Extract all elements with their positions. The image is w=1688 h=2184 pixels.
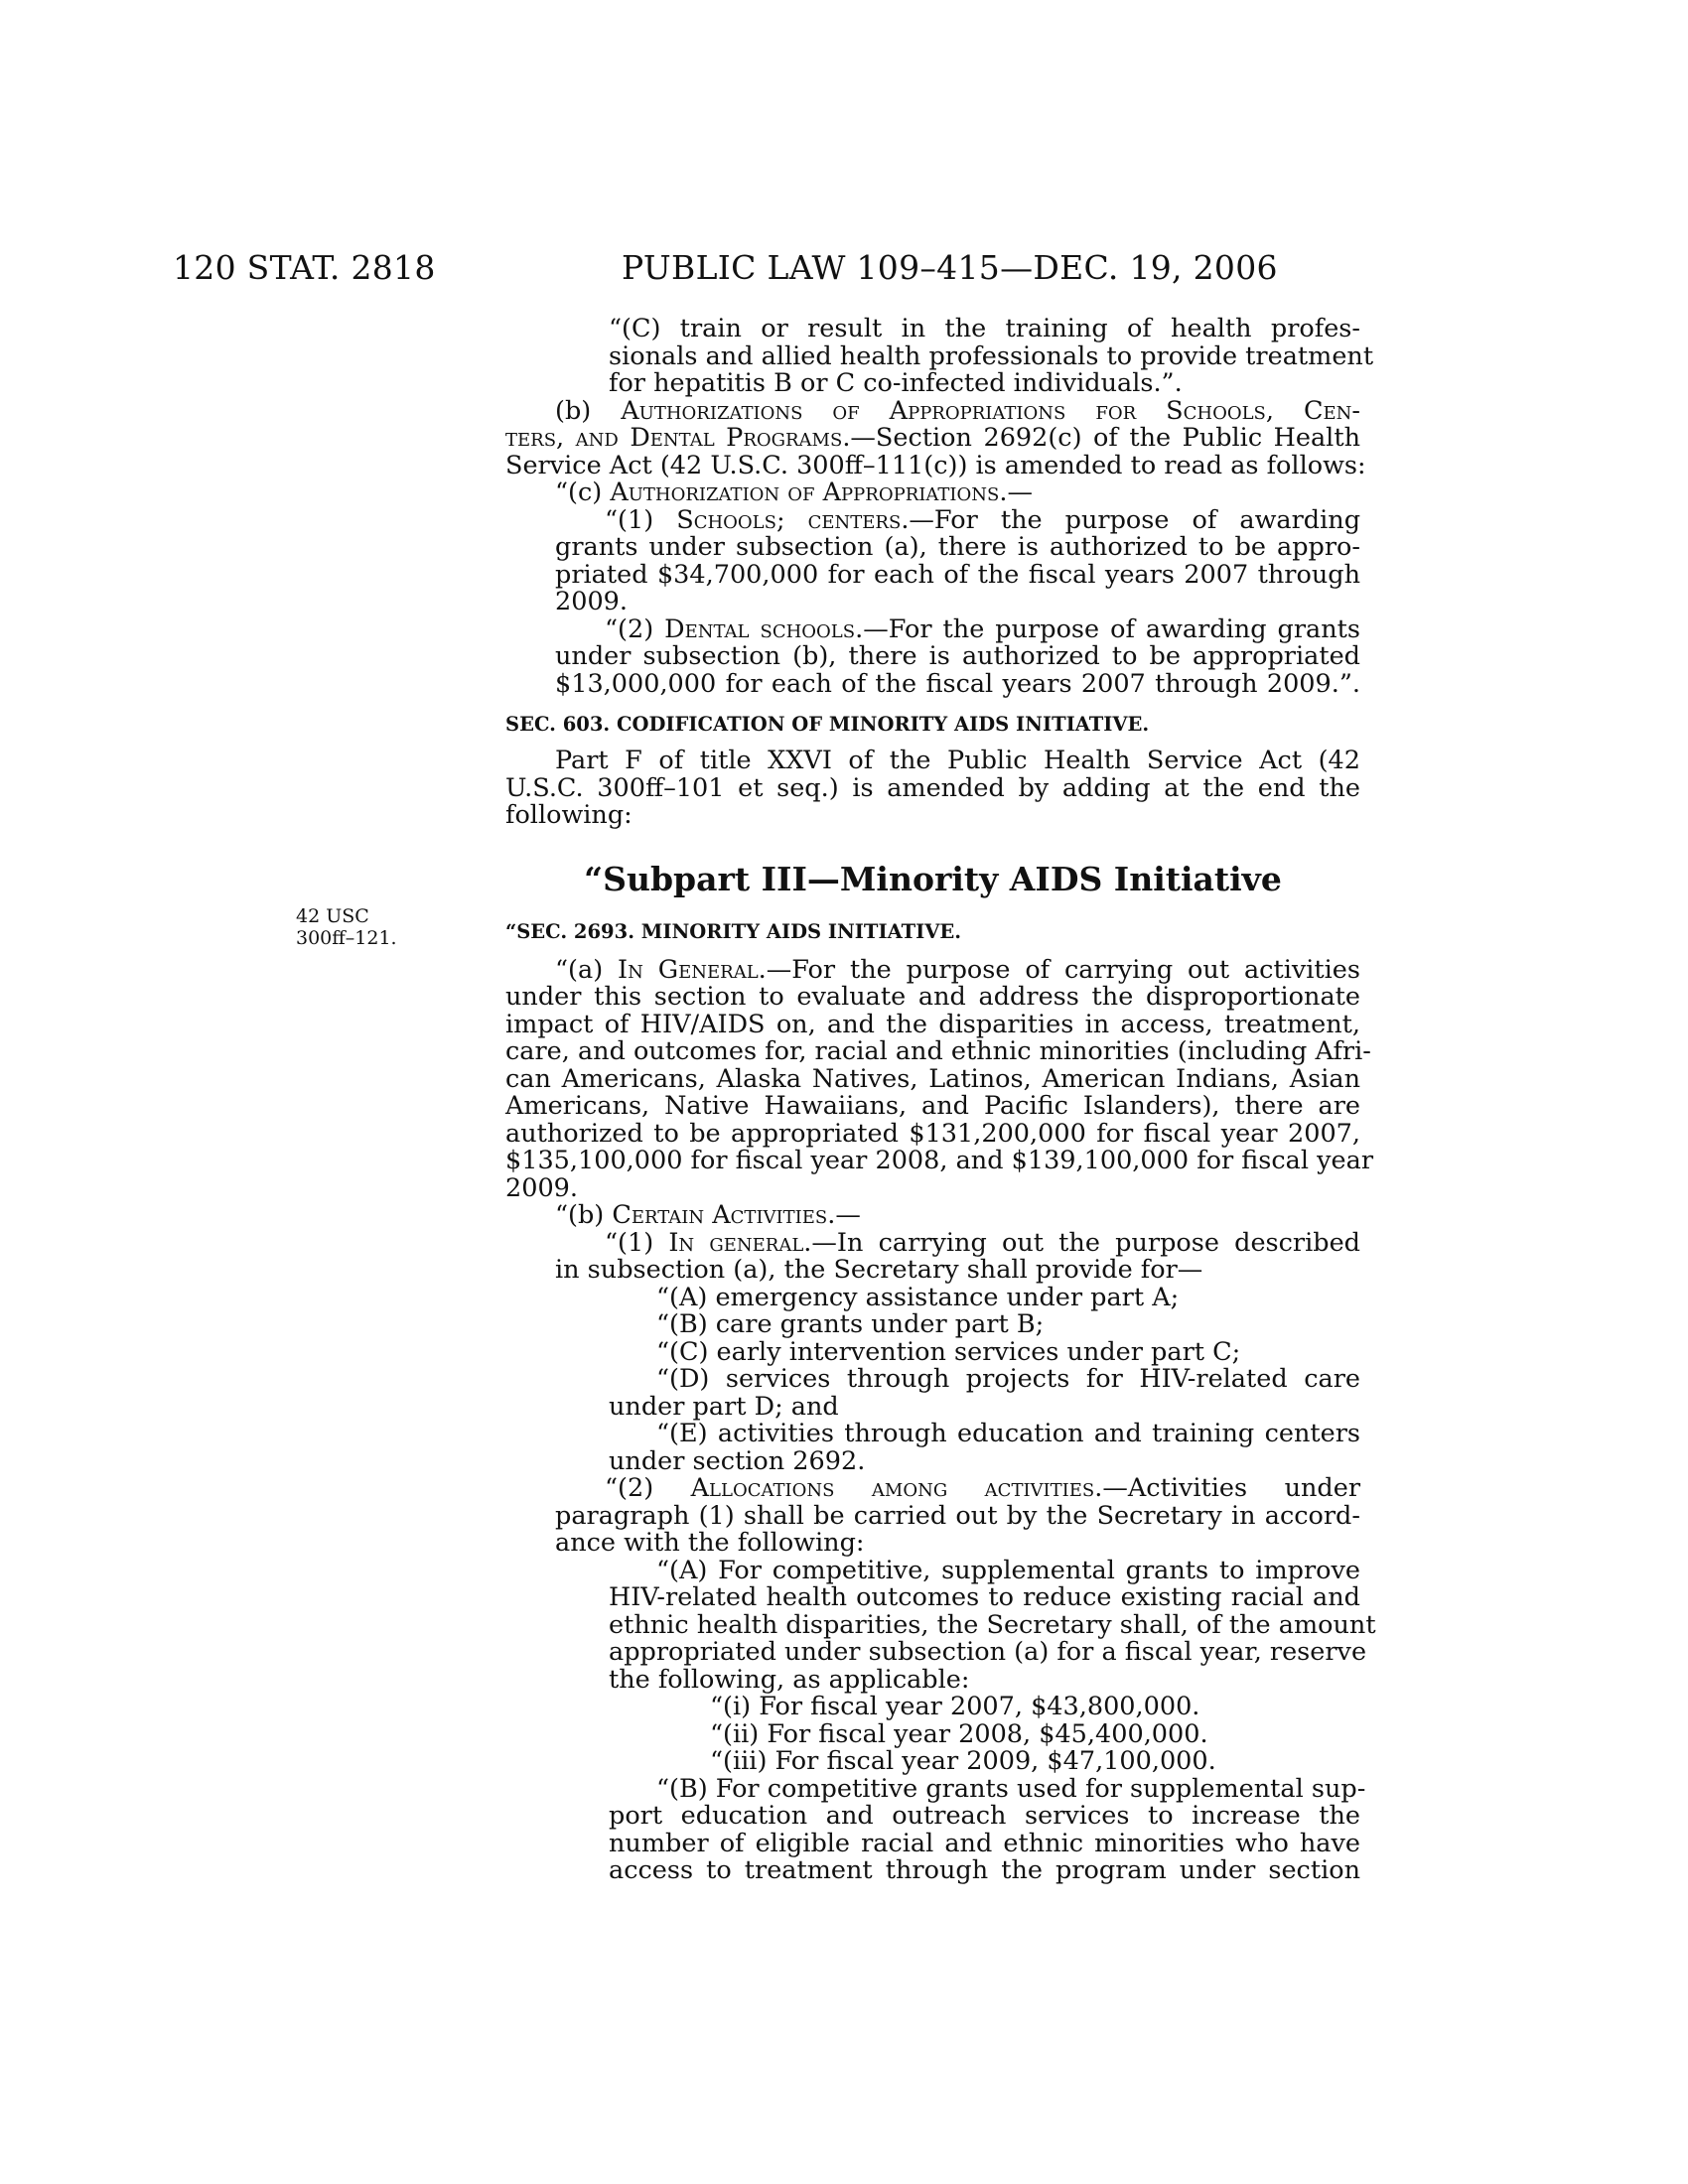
text-line: care, and outcomes for, racial and ethnic minorities (including Afri- (505, 1036, 1371, 1066)
text-line: “(C) early intervention services under part C; (656, 1336, 1241, 1367)
text-line: number of eligible racial and ethnic minorities who have (609, 1828, 1360, 1858)
stat-reference: 120 STAT. 2818 (173, 248, 436, 287)
text-line: “(A) emergency assistance under part A; (656, 1282, 1180, 1312)
text-line: under subsection (b), there is authorized to be appropriated (555, 641, 1360, 671)
text-line: “(a) In General.—For the purpose of carrying out activities (555, 954, 1360, 985)
text-line: “(ii) For fiscal year 2008, $45,400,000. (710, 1718, 1208, 1749)
text-line: under section 2692. (609, 1445, 866, 1476)
text-line: appropriated under subsection (a) for a fiscal year, reserve (609, 1637, 1367, 1667)
text-line: “(A) For competitive, supplemental grants to improve (656, 1555, 1360, 1585)
text-line: paragraph (1) shall be carried out by the Secretary in accord- (555, 1500, 1360, 1531)
text-line: 2009. (505, 1172, 579, 1203)
text-line: port education and outreach services to increase the (609, 1801, 1360, 1831)
text-line: can Americans, Alaska Natives, Latinos, American Indians, Asian (505, 1063, 1360, 1094)
text-line: $135,100,000 for fiscal year 2008, and $139,100,000 for fiscal year (505, 1146, 1374, 1175)
text-line: the following, as applicable: (609, 1664, 970, 1695)
text-line: “(B) For competitive grants used for supplemental sup- (656, 1773, 1366, 1804)
text-line: “(c) Authorization of Appropriations.— (555, 478, 1033, 507)
text-line: “(B) care grants under part B; (656, 1309, 1045, 1339)
text-line: “(b) Certain Activities.— (555, 1200, 861, 1230)
text-line: in subsection (a), the Secretary shall provide for— (555, 1255, 1203, 1285)
text-line: Part F of title XXVI of the Public Health Service Act (42 (555, 746, 1360, 775)
text-line: “(2) Allocations among activities.—Activities under (605, 1473, 1361, 1503)
statute-body (505, 314, 1376, 1885)
text-line: $13,000,000 for each of the fiscal years 2007 through 2009.”. (555, 668, 1360, 699)
margin-note-line: 42 USC (296, 905, 369, 927)
text-line: Service Act (42 U.S.C. 300ff–111(c)) is amended to read as follows: (505, 450, 1366, 480)
text-line: grants under subsection (a), there is authorized to be appro- (555, 532, 1360, 562)
text-line: following: (505, 800, 633, 830)
text-line: “(i) For fiscal year 2007, $43,800,000. (710, 1692, 1200, 1721)
text-line: ters, and Dental Programs.—Section 2692(c) of the Public Health (505, 423, 1360, 453)
text-line: priated $34,700,000 for each of the fiscal years 2007 through (555, 559, 1360, 590)
text-line: 2009. (555, 587, 629, 616)
text-line: authorized to be appropriated $131,200,000 for fiscal year 2007, (505, 1118, 1360, 1149)
text-line: “(C) train or result in the training of health profes- (609, 314, 1360, 343)
subpart-heading: “Subpart III—Minority AIDS Initiative (584, 859, 1282, 898)
text-line: “(1) In general.—In carrying out the purpose described (605, 1227, 1360, 1258)
section-heading: SEC. 603. CODIFICATION OF MINORITY AIDS INITIATIVE. (505, 713, 1150, 736)
text-line: sionals and allied health professionals to provide treatment (609, 341, 1374, 371)
margin-note-line: 300ff–121. (296, 927, 397, 949)
text-line: “(D) services through projects for HIV-related care (656, 1364, 1360, 1394)
usc-margin-note (296, 905, 397, 949)
text-line: under part D; and (609, 1391, 839, 1422)
text-line: U.S.C. 300ff–101 et seq.) is amended by adding at the end the (505, 772, 1360, 803)
section-heading: “SEC. 2693. MINORITY AIDS INITIATIVE. (505, 919, 962, 943)
text-line: “(E) activities through education and training centers (656, 1419, 1360, 1448)
text-line: impact of HIV/AIDS on, and the disparities in access, treatment, (505, 1009, 1360, 1039)
text-line: for hepatitis B or C co-infected individuals.”. (609, 368, 1183, 398)
text-line: Americans, Native Hawaiians, and Pacific Islanders), there are (505, 1091, 1360, 1121)
text-line: “(2) Dental schools.—For the purpose of awarding grants (605, 614, 1361, 644)
text-line: ethnic health disparities, the Secretary shall, of the amount (609, 1609, 1376, 1640)
text-line: “(1) Schools; centers.—For the purpose of awarding (605, 504, 1361, 535)
text-line: (b) Authorizations of Appropriations for Schools, Cen- (555, 395, 1361, 426)
text-line: HIV-related health outcomes to reduce existing racial and (609, 1582, 1360, 1612)
text-line: “(iii) For fiscal year 2009, $47,100,000. (710, 1746, 1216, 1776)
text-line: ance with the following: (555, 1528, 865, 1558)
public-law-header: PUBLIC LAW 109–415—DEC. 19, 2006 (622, 248, 1278, 287)
text-line: access to treatment through the program under section (609, 1855, 1360, 1885)
text-line: under this section to evaluate and address the disproportionate (505, 982, 1360, 1012)
